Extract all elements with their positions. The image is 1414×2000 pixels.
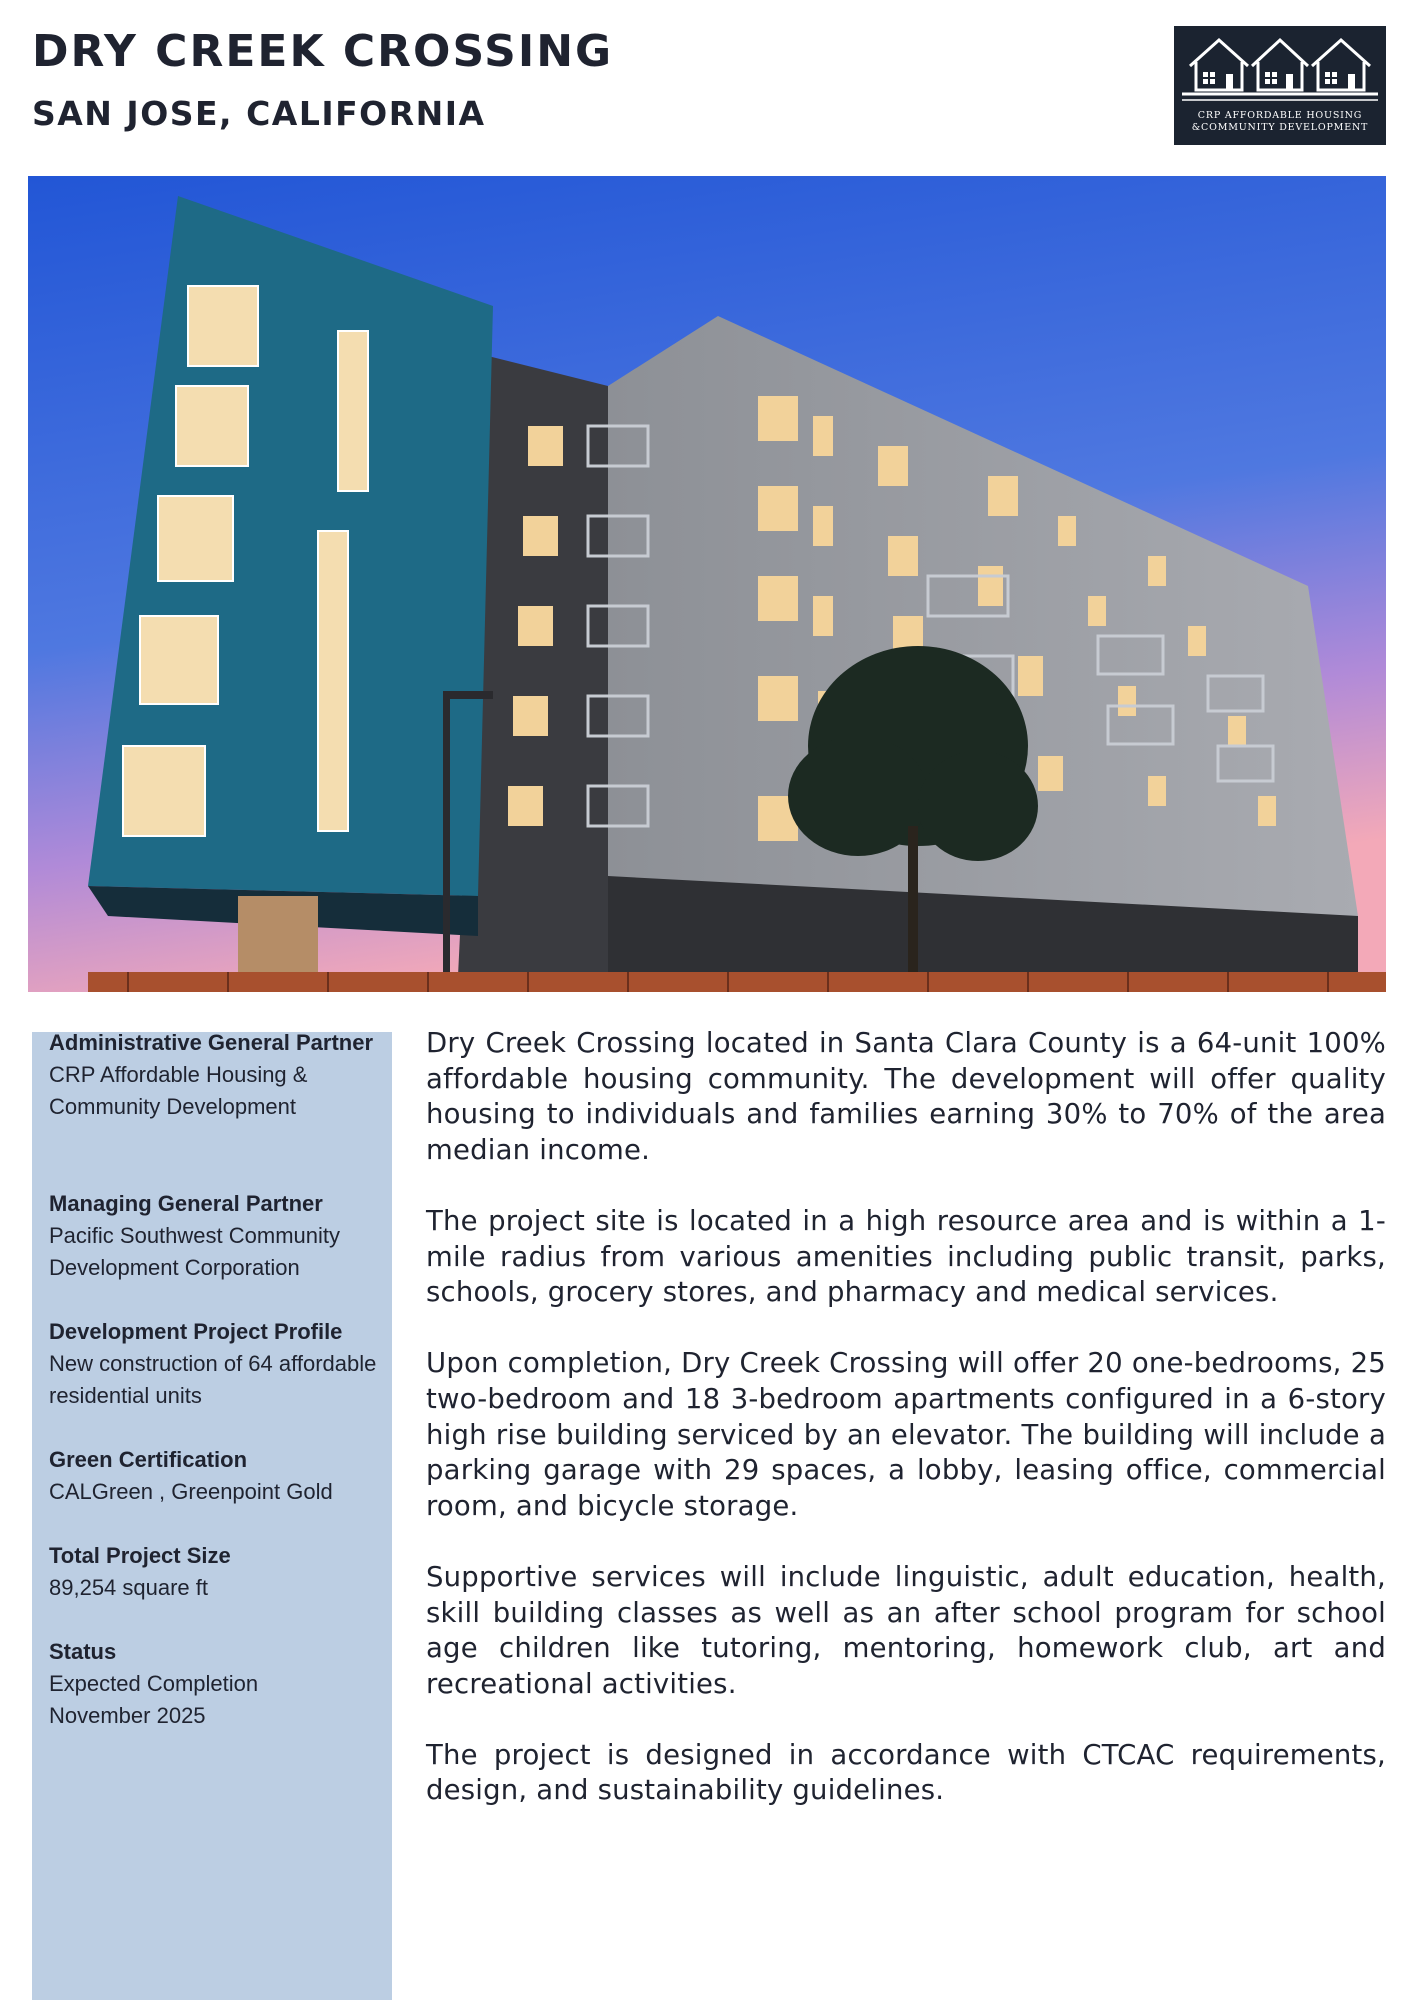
- building-photo: [28, 176, 1386, 992]
- logo-line-2: &COMMUNITY DEVELOPMENT: [1191, 122, 1369, 133]
- field-managing-general-partner: [49, 1188, 379, 1284]
- page-title: DRY CREEK CROSSING: [32, 26, 614, 77]
- company-logo: [1174, 26, 1386, 145]
- field-label: Status: [49, 1639, 117, 1664]
- three-houses-icon: [1174, 26, 1386, 110]
- field-admin-general-partner: [49, 1027, 379, 1123]
- field-value: 89,254 square ft: [49, 1575, 209, 1600]
- field-label: Green Certification: [49, 1447, 248, 1472]
- project-details-sidebar: [32, 1032, 392, 2000]
- field-label: Administrative General Partner: [49, 1030, 374, 1055]
- description-paragraph: The project site is located in a high resource area and is within a 1-mile radius from various amenities including public transit, parks, schools, grocery stores, and pharmacy and medical services.: [426, 1204, 1386, 1309]
- field-label: Total Project Size: [49, 1543, 231, 1568]
- description-paragraph: Dry Creek Crossing located in Santa Clara County is a 64-unit 100% affordable housing community. The development will offer quality housing to individuals and families earning 30% to 70% of the area median income.: [426, 1027, 1386, 1166]
- project-description: [426, 1026, 1386, 1845]
- field-value: Pacific Southwest Community Development Corporation: [49, 1223, 340, 1280]
- description-paragraph: Supportive services will include linguistic, adult education, health, skill building classes as well as an after school program for school age children like tutoring, mentoring, homework club, art and recreational activities.: [426, 1560, 1386, 1700]
- field-value: CRP Affordable Housing & Community Development: [49, 1062, 308, 1119]
- field-green-certification: [49, 1444, 379, 1508]
- description-paragraph: Upon completion, Dry Creek Crossing will offer 20 one-bedrooms, 25 two-bedroom and 18 3-bedroom apartments configured in a 6-story high rise building serviced by an elevator. The building will include a parking garage with 29 spaces, a lobby, leasing office, commercial room, and bicycle storage.: [426, 1347, 1386, 1522]
- field-development-project-profile: [49, 1316, 379, 1412]
- page-subtitle: SAN JOSE, CALIFORNIA: [32, 94, 486, 133]
- field-label: Development Project Profile: [49, 1319, 343, 1344]
- logo-wordmark: [1174, 110, 1386, 134]
- field-value: New construction of 64 affordable residential units: [49, 1351, 377, 1408]
- logo-line-1: CRP AFFORDABLE HOUSING: [1197, 110, 1363, 121]
- field-total-project-size: [49, 1540, 379, 1604]
- field-status: [49, 1636, 379, 1732]
- description-paragraph: The project is designed in accordance with CTCAC requirements, design, and sustainability guidelines.: [426, 1738, 1386, 1807]
- field-label: Managing General Partner: [49, 1191, 323, 1216]
- field-value: CALGreen , Greenpoint Gold: [49, 1479, 333, 1504]
- field-value: Expected Completion November 2025: [49, 1671, 259, 1728]
